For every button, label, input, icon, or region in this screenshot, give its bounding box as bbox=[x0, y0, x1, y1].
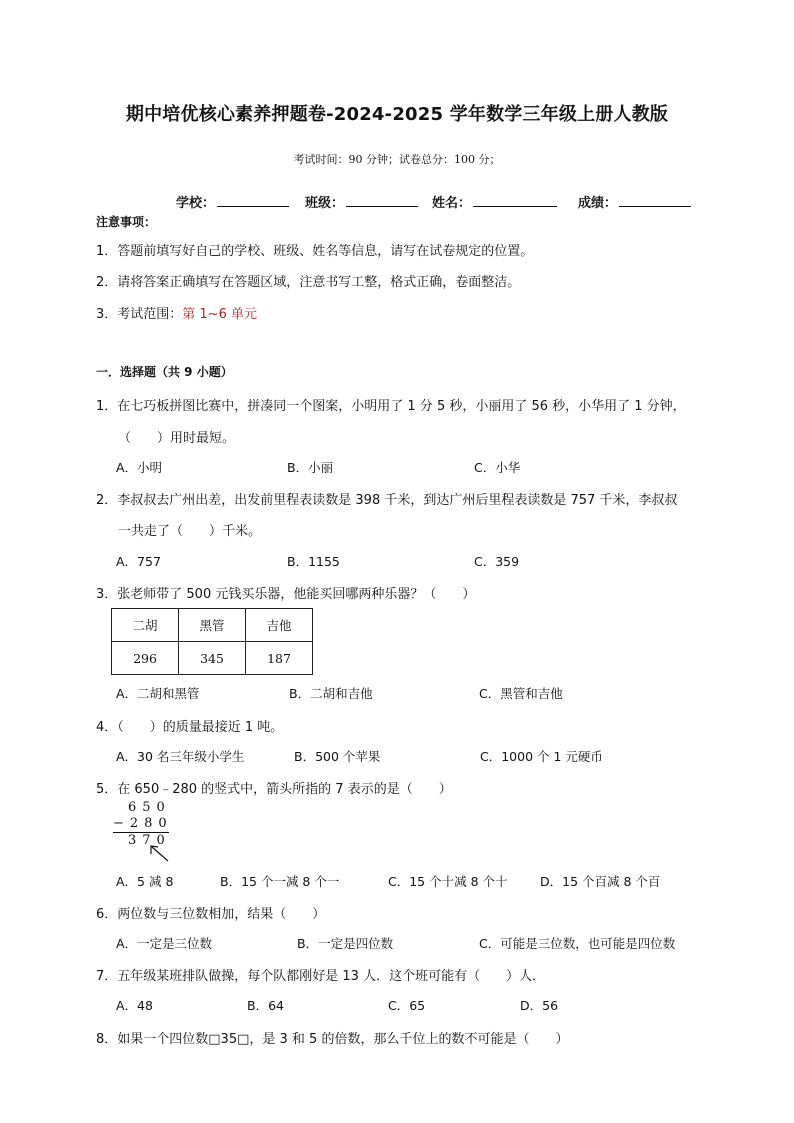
option-c[interactable]: C．可能是三位数，也可能是四位数 bbox=[479, 936, 676, 951]
question-text: 3．张老师带了 500 元钱买乐器，他能买回哪两种乐器？（ ） bbox=[96, 587, 476, 602]
exam-meta: 考试时间：90 分钟；试卷总分：100 分； bbox=[293, 153, 501, 166]
table-row bbox=[112, 609, 313, 642]
option-b[interactable]: B．15 个一减 8 个一 bbox=[220, 874, 340, 889]
option-a[interactable]: A．小明 bbox=[116, 460, 163, 475]
option-a[interactable]: A．二胡和黑管 bbox=[116, 686, 200, 701]
table-cell: 296 bbox=[112, 642, 179, 675]
option-c[interactable]: C．15 个十减 8 个十 bbox=[388, 874, 508, 889]
option-b[interactable]: B．一定是四位数 bbox=[297, 936, 394, 951]
table-cell: 187 bbox=[246, 642, 313, 675]
notes-title: 注意事项： bbox=[96, 215, 157, 229]
option-a[interactable]: A．48 bbox=[116, 998, 153, 1013]
option-c[interactable]: C．1000 个 1 元硬币 bbox=[480, 749, 603, 764]
option-b[interactable]: B．二胡和吉他 bbox=[289, 686, 373, 701]
question-text: 1．在七巧板拼图比赛中，拼凑同一个图案，小明用了 1 分 5 秒，小丽用了 56 秒，小华用了 1 分钟， bbox=[96, 399, 686, 414]
school-label: 学校： bbox=[176, 196, 216, 211]
pointer-arrow-icon bbox=[146, 842, 172, 864]
table-cell: 345 bbox=[179, 642, 246, 675]
option-c[interactable]: C．65 bbox=[388, 998, 426, 1013]
question-text: 5．在 650﹣280 的竖式中，箭头所指的 7 表示的是（ ） bbox=[96, 782, 452, 797]
option-a[interactable]: A．30 名三年级小学生 bbox=[116, 749, 245, 764]
class-label: 班级： bbox=[305, 196, 345, 211]
name-blank[interactable] bbox=[473, 194, 557, 207]
question-text: 4．（ ）的质量最接近 1 吨。 bbox=[96, 720, 284, 735]
exam-range: 第 1~6 单元 bbox=[182, 307, 257, 322]
question-text: 7．五年级某班排队做操，每个队都刚好是 13 人．这个班可能有（ ）人． bbox=[96, 969, 546, 984]
note-item: 1．答题前填写好自己的学校、班级、姓名等信息，请写在试卷规定的位置。 bbox=[96, 244, 534, 259]
option-b[interactable]: B．1155 bbox=[287, 554, 340, 569]
option-b[interactable]: B．64 bbox=[247, 998, 284, 1013]
option-c[interactable]: C．小华 bbox=[474, 460, 521, 475]
class-field bbox=[305, 192, 418, 211]
option-d[interactable]: D．15 个百减 8 个百 bbox=[540, 874, 661, 889]
class-blank[interactable] bbox=[346, 194, 418, 207]
note-item: 2．请将答案正确填写在答题区域，注意书写工整，格式正确，卷面整洁。 bbox=[96, 275, 521, 290]
score-blank[interactable] bbox=[619, 194, 691, 207]
table-header-cell: 吉他 bbox=[246, 609, 313, 642]
school-field bbox=[176, 192, 289, 211]
name-label: 姓名： bbox=[432, 196, 472, 211]
question-text: 2．李叔叔去广州出差，出发前里程表读数是 398 千米，到达广州后里程表读数是 757 千米，李叔叔 bbox=[96, 493, 678, 508]
option-d[interactable]: D．56 bbox=[520, 998, 559, 1013]
option-c[interactable]: C．黑管和吉他 bbox=[479, 686, 563, 701]
option-a[interactable]: A．5 减 8 bbox=[116, 874, 174, 889]
table-row bbox=[112, 642, 313, 675]
school-blank[interactable] bbox=[217, 194, 289, 207]
option-b[interactable]: B．500 个苹果 bbox=[294, 749, 381, 764]
difference: 370 bbox=[128, 833, 171, 848]
note-item bbox=[96, 303, 257, 322]
minuend: 650 bbox=[128, 800, 171, 815]
table-header-cell: 二胡 bbox=[112, 609, 179, 642]
section-heading: 一．选择题（共 9 小题） bbox=[96, 365, 233, 379]
subtrahend: −280 bbox=[113, 816, 173, 831]
page-title: 期中培优核心素养押题卷-2024-2025 学年数学三年级上册人教版 bbox=[125, 104, 669, 125]
question-text: 8．如果一个四位数□35□，是 3 和 5 的倍数，那么千位上的数不可能是（ ） bbox=[96, 1032, 569, 1047]
note-item-prefix: 3．考试范围： bbox=[96, 307, 183, 322]
option-a[interactable]: A．757 bbox=[116, 554, 161, 569]
price-table bbox=[111, 608, 313, 675]
option-c[interactable]: C．359 bbox=[474, 554, 520, 569]
score-label: 成绩： bbox=[578, 196, 618, 211]
option-b[interactable]: B．小丽 bbox=[287, 460, 334, 475]
question-text: 6．两位数与三位数相加，结果（ ） bbox=[96, 907, 326, 922]
option-a[interactable]: A．一定是三位数 bbox=[116, 936, 213, 951]
table-header-cell: 黑管 bbox=[179, 609, 246, 642]
question-text: （ ）用时最短。 bbox=[118, 431, 236, 446]
name-field bbox=[432, 192, 557, 211]
question-text: 一共走了（ ）千米。 bbox=[118, 524, 262, 539]
score-field bbox=[578, 192, 691, 211]
